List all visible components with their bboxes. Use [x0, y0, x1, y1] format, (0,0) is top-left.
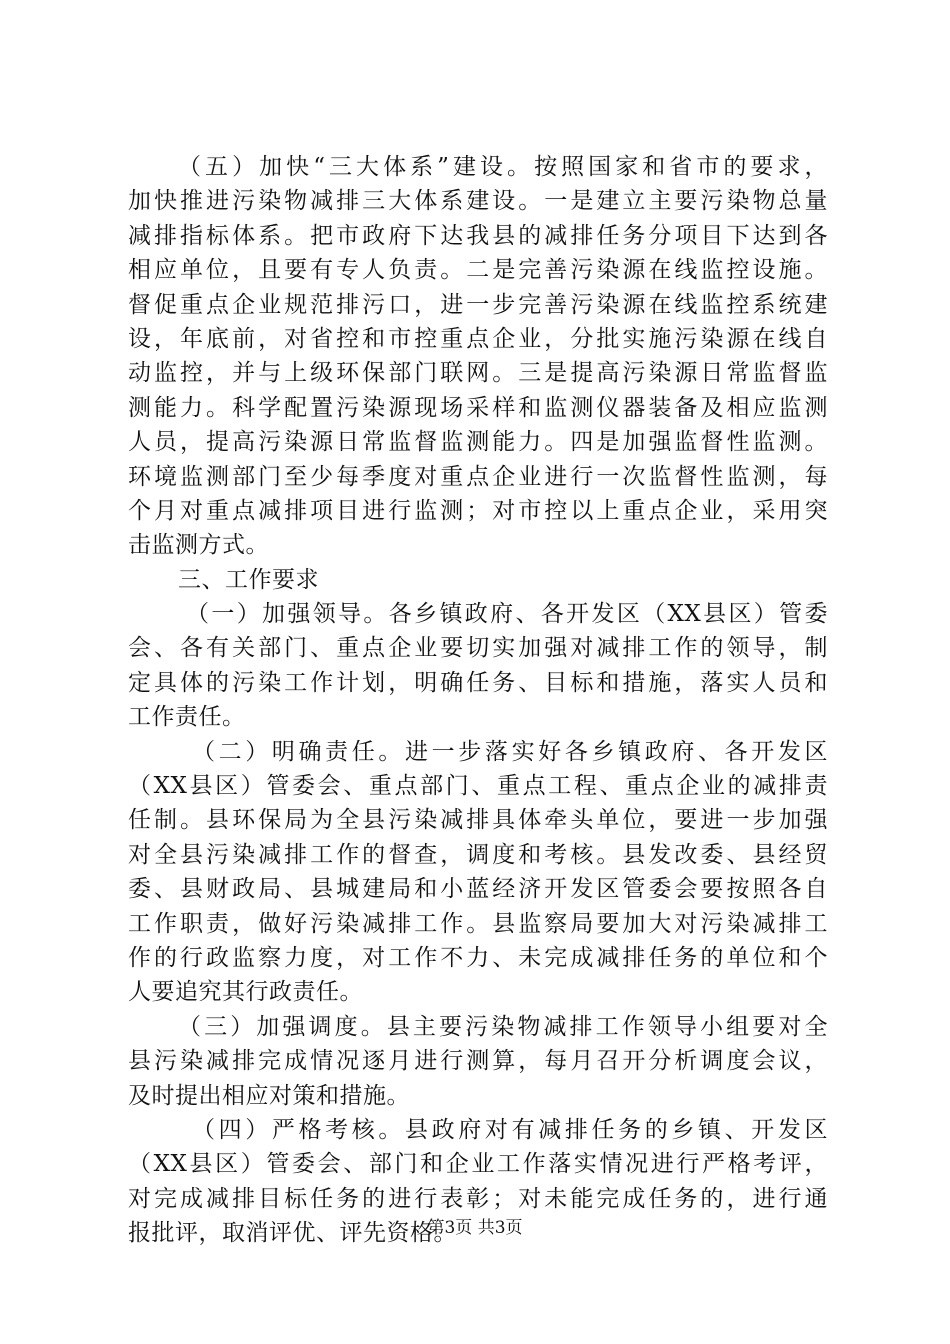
text-line: 动监控，并与上级环保部门联网。三是提高污染源日常监督监: [128, 360, 828, 387]
text-line: 击监测方式。: [128, 532, 269, 559]
text-line: （四）严格考核。县政府对有减排任务的乡镇、开发区: [192, 1116, 828, 1143]
text-line: 三、工作要求: [178, 566, 319, 593]
text-line: （XX县区）管委会、部门和企业工作落实情况进行严格考评，: [128, 1151, 828, 1178]
text-line: 报批评，取消评优、评先资格。: [128, 1220, 457, 1247]
text-line: 人要追究其行政责任。: [128, 979, 363, 1006]
text-line: 工作责任。: [128, 704, 246, 731]
page-footer: 第3页 共3页: [427, 1218, 523, 1238]
text-line: 个月对重点减排项目进行监测；对市控以上重点企业，采用突: [128, 497, 828, 524]
text-line: 环境监测部门至少每季度对重点企业进行一次监督性监测，每: [128, 463, 828, 490]
text-line: 设，年底前，对省控和市控重点企业，分批实施污染源在线自: [128, 325, 828, 352]
text-line: 任制。县环保局为全县污染减排具体牵头单位，要进一步加强: [128, 807, 828, 834]
text-line: （二）明确责任。进一步落实好各乡镇政府、各开发区: [192, 738, 828, 765]
text-line: 委、县财政局、县城建局和小蓝经济开发区管委会要按照各自: [128, 876, 828, 903]
text-line: 对全县污染减排工作的督查，调度和考核。县发改委、县经贸: [128, 841, 828, 868]
text-line: 定具体的污染工作计划，明确任务、目标和措施，落实人员和: [128, 669, 828, 696]
text-line: （XX县区）管委会、重点部门、重点工程、重点企业的减排责: [128, 773, 828, 800]
text-line: 相应单位，且要有专人负责。二是完善污染源在线监控设施。: [128, 257, 828, 284]
text-line: 作的行政监察力度，对工作不力、未完成减排任务的单位和个: [128, 944, 828, 971]
text-line: 测能力。科学配置污染源现场采样和监测仪器装备及相应监测: [128, 394, 828, 421]
text-line: 督促重点企业规范排污口，进一步完善污染源在线监控系统建: [128, 291, 828, 318]
text-line: 县污染减排完成情况逐月进行测算，每月召开分析调度会议，: [128, 1048, 828, 1075]
text-line: 工作职责，做好污染减排工作。县监察局要加大对污染减排工: [128, 910, 828, 937]
text-line: 及时提出相应对策和措施。: [128, 1082, 410, 1109]
text-line: （三）加强调度。县主要污染物减排工作领导小组要对全: [178, 1013, 828, 1040]
text-line: （一）加强领导。各乡镇政府、各开发区（XX县区）管委: [186, 601, 828, 628]
document-body: [128, 150, 828, 1251]
text-line: 对完成减排目标任务的进行表彰；对未能完成任务的，进行通: [128, 1185, 828, 1212]
text-line: 加快推进污染物减排三大体系建设。一是建立主要污染物总量: [128, 188, 828, 215]
text-line: 人员，提高污染源日常监督监测能力。四是加强监督性监测。: [128, 429, 828, 456]
text-line: （五）加快“三大体系”建设。按照国家和省市的要求，: [178, 154, 828, 180]
text-line: 会、各有关部门、重点企业要切实加强对减排工作的领导，制: [128, 635, 828, 662]
text-line: 减排指标体系。把市政府下达我县的减排任务分项目下达到各: [128, 222, 828, 249]
